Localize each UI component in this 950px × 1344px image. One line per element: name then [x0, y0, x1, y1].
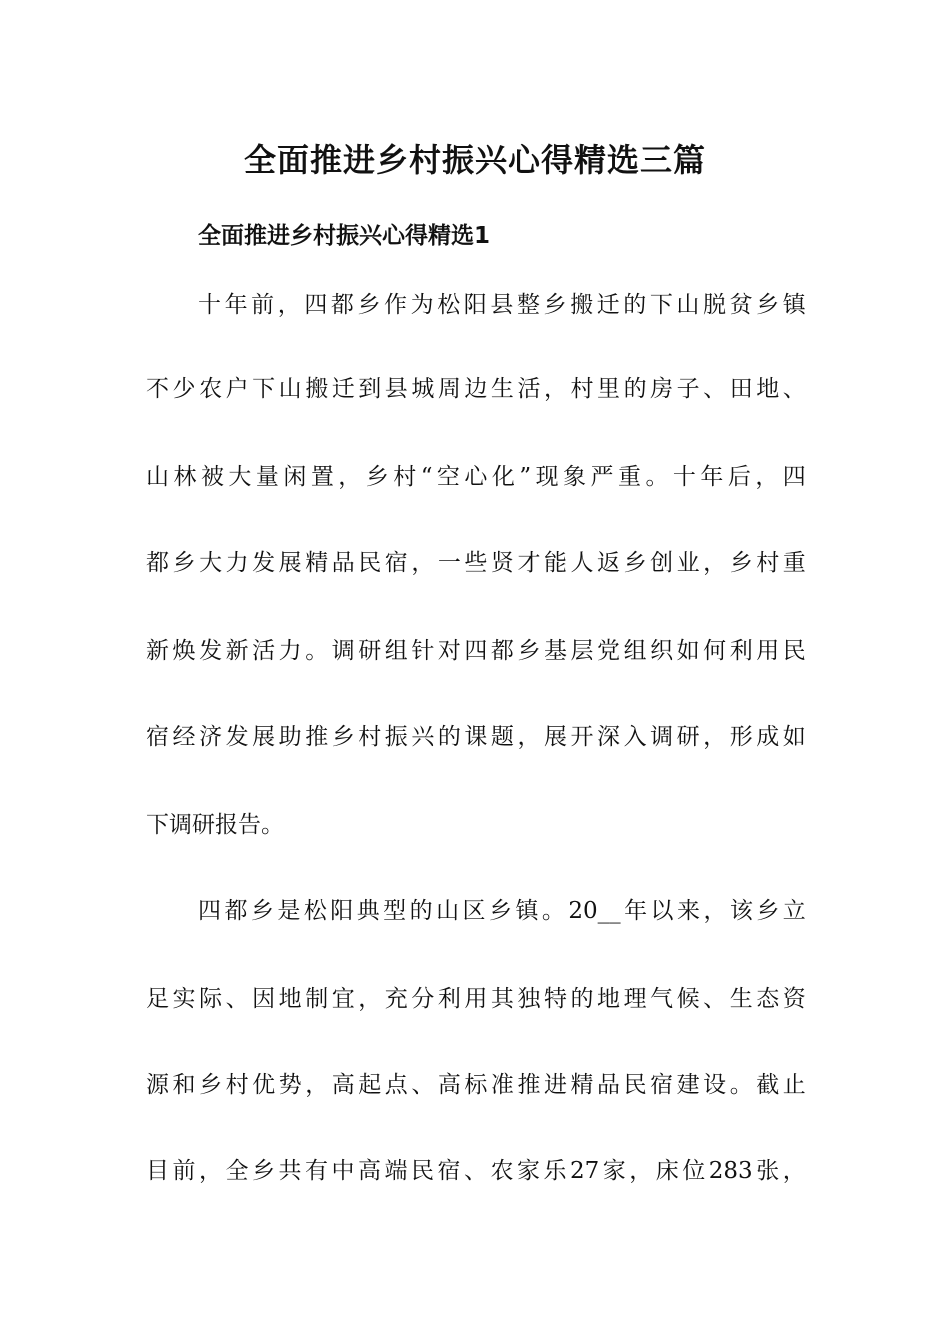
section-heading: 全面推进乡村振兴心得精选1 — [198, 223, 491, 249]
document-title: 全面推进乡村振兴心得精选三篇 — [243, 141, 706, 179]
paragraph-1-line-5: 新 焕 发 新 活 力 。 调 研 组 针 对 四 都 乡 基 层 党 组 织 如 何 利 用 民 — [146, 638, 806, 664]
paragraph-1-line-7: 下调研报告。 — [146, 812, 284, 838]
paragraph-2-line-2: 足 实 际 、 因 地 制 宜 ， 充 分 利 用 其 独 特 的 地 理 气 候 、 生 态 资 — [146, 986, 806, 1012]
paragraph-2-line-1: 四 都 乡 是 松 阳 典 型 的 山 区 乡 镇 。 20__ 年 以 来 ， 该 乡 立 — [198, 898, 806, 924]
paragraph-1-line-3: 山 林 被 大 量 闲 置 ， 乡 村 “ 空 心 化 ” 现 象 严 重 。 十 年 后 ， 四 — [146, 464, 806, 490]
paragraph-2-line-4: 目 前 ， 全 乡 共 有 中 高 端 民 宿 、 农 家 乐 27 家 ， 床 位 283 张 ， — [146, 1158, 806, 1184]
paragraph-1-line-4: 都 乡 大 力 发 展 精 品 民 宿 ， 一 些 贤 才 能 人 返 乡 创 业 ， 乡 村 重 — [146, 550, 806, 576]
paragraph-2-line-3: 源 和 乡 村 优 势 ， 高 起 点 、 高 标 准 推 进 精 品 民 宿 建 设 。 截 止 — [146, 1072, 806, 1098]
paragraph-1-line-1: 十 年 前 ， 四 都 乡 作 为 松 阳 县 整 乡 搬 迁 的 下 山 脱 贫 乡 镇 — [198, 292, 806, 318]
paragraph-1-line-2: 不 少 农 户 下 山 搬 迁 到 县 城 周 边 生 活 ， 村 里 的 房 子 、 田 地 、 — [146, 376, 806, 402]
paragraph-1-line-6: 宿 经 济 发 展 助 推 乡 村 振 兴 的 课 题 ， 展 开 深 入 调 研 ， 形 成 如 — [146, 724, 806, 750]
